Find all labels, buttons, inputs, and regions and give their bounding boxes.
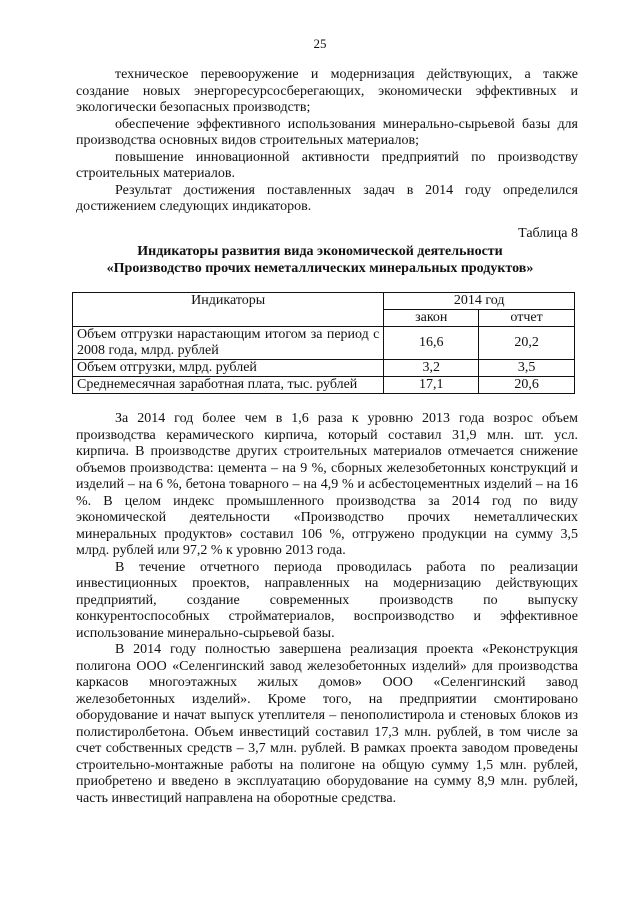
table-row — [73, 327, 575, 360]
row-label: Объем отгрузки, млрд. рублей — [73, 360, 384, 377]
row-law-value: 3,2 — [384, 360, 479, 377]
row-law-value: 16,6 — [384, 327, 479, 360]
row-report-value: 20,2 — [479, 327, 575, 360]
page-number: 25 — [313, 36, 327, 51]
header-year: 2014 год — [384, 293, 575, 310]
intro-text — [76, 67, 578, 216]
paragraph: обеспечение эффективного использования минерально-сырьевой базы для производства основных видов строительных материалов; — [76, 116, 578, 148]
row-label: Объем отгрузки нарастающим итогом за период с 2008 года, млрд. рублей — [73, 327, 384, 360]
row-law-value: 17,1 — [384, 377, 479, 394]
paragraph: техническое перевооружение и модернизация действующих, а также создание новых энергоресурсосберегающих, экономически эффективных и экологически безопасных производств; — [76, 67, 578, 115]
paragraph: В 2014 году полностью завершена реализация проекта «Реконструкция полигона ООО «Селенгинский завод железобетонных изделий» для производства каркасов многоэтажных жилых домов» ООО «Селенгинский завод железобетонных изделий». Кроме того, на предприятии смонтировано оборудование и начат выпуск утеплителя – пенополистирола и стеновых блоков из полистиролбетона. Объем инвестиций составил 17,3 млн. рублей, в том числе за счет собственных средств – 3,7 млн. рублей. В рамках проекта заводом проведены строительно-монтажные работы на полигоне на общую сумму 1,5 млн. рублей, приобретено и введено в эксплуатацию оборудование на сумму 8,9 млн. рублей, часть инвестиций направлена на оборотные средства. — [76, 642, 578, 806]
table-title — [60, 243, 580, 277]
paragraph: Результат достижения поставленных задач в 2014 году определился достижением следующих индикаторов. — [76, 182, 578, 214]
table-title-line: Индикаторы развития вида экономической деятельности — [137, 244, 503, 259]
paragraph: повышение инновационной активности предприятий по производству строительных материалов. — [76, 149, 578, 181]
table-title-line: «Производство прочих неметаллических минеральных продуктов» — [106, 261, 534, 276]
row-report-value: 3,5 — [479, 360, 575, 377]
body-text — [76, 411, 578, 807]
row-report-value: 20,6 — [479, 377, 575, 394]
table-row — [73, 377, 575, 394]
indicators-table — [72, 292, 575, 394]
paragraph: За 2014 год более чем в 1,6 раза к уровню 2013 года возрос объем производства керамического кирпича, который составил 31,9 млн. шт. усл. кирпича. В производстве других строительных материалов отмечается снижение объемов производства: цемента – на 9 %, сборных железобетонных конструкций и изделий – на 6 %, бетона товарного – на 4,9 % и асбестоцементных изделий – на 16 %. В целом индекс промышленного производства за 2014 год по виду экономической деятельности «Производство прочих неметаллических минеральных продуктов» составил 106 %, отгружено продукции на сумму 3,5 млрд. рублей или 97,2 % к уровню 2013 года. — [76, 411, 578, 558]
table-row — [73, 360, 575, 377]
table-header-row — [73, 293, 575, 310]
header-report: отчет — [479, 310, 575, 327]
row-label: Среднемесячная заработная плата, тыс. рублей — [73, 377, 384, 394]
header-law: закон — [384, 310, 479, 327]
header-indicators: Индикаторы — [73, 293, 384, 327]
paragraph: В течение отчетного периода проводилась работа по реализации инвестиционных проектов, направленных на модернизацию действующих предприятий, создание современных производств по выпуску конкурентоспособных стройматериалов, воспроизводство и эффективное использование минерально-сырьевой базы. — [76, 559, 578, 641]
table-caption: Таблица 8 — [518, 226, 578, 241]
